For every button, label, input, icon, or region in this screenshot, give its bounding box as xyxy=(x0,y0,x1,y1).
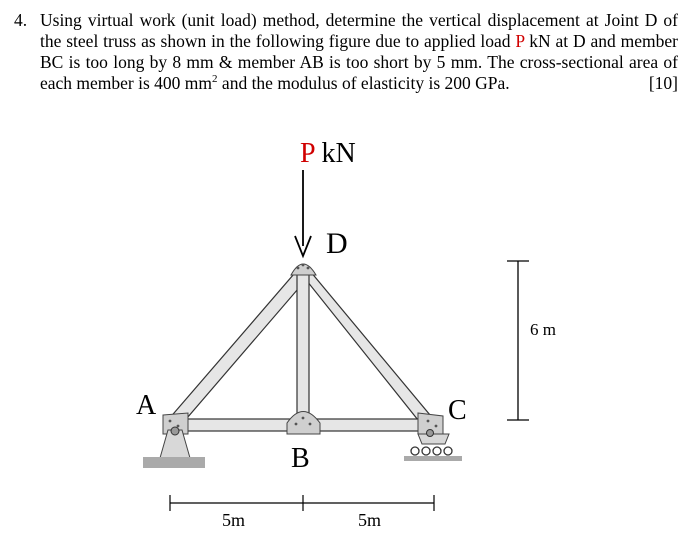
load-unit: kN xyxy=(314,138,356,169)
roller-support-c xyxy=(404,430,462,462)
question-text-part3: and the modulus of elasticity is 200 GPa. xyxy=(217,73,510,93)
question-number: 4. xyxy=(14,10,28,30)
joint-b-label: B xyxy=(291,443,310,474)
question-load-symbol: P xyxy=(515,31,525,51)
question-text-part1: Using virtual work (unit load) method, determine the vertical displacement at Joint D of the steel truss as shown in the following figure due to applied load xyxy=(40,10,678,51)
ground-c xyxy=(404,456,462,461)
roller-wheel-4 xyxy=(444,447,452,455)
question-marks: [10] xyxy=(648,73,678,93)
roller-wheel-1 xyxy=(411,447,419,455)
roller-wheel-3 xyxy=(433,447,441,455)
roller-wheel-2 xyxy=(422,447,430,455)
ground-a xyxy=(143,457,205,468)
member-db xyxy=(297,270,309,422)
span-right-label: 5m xyxy=(358,510,382,530)
question-text-part2: kN at D and member BC is too long by 8 mm & member AB is too short by 5 mm. The cross-sectional area of each member is 400 mm xyxy=(40,31,678,93)
gusset-b xyxy=(287,412,320,435)
member-dc xyxy=(299,271,435,425)
pin-support-a xyxy=(143,427,205,468)
joint-d-label: D xyxy=(326,227,348,260)
load-arrow xyxy=(295,170,311,256)
height-label: 6 m xyxy=(530,320,556,339)
joint-c-label: C xyxy=(448,395,467,426)
truss-members xyxy=(168,267,438,431)
area-exponent: 2 xyxy=(212,73,218,86)
span-dimension xyxy=(170,495,434,511)
load-symbol: P xyxy=(300,138,315,169)
height-dimension xyxy=(507,261,529,420)
joint-a-label: A xyxy=(136,390,157,421)
member-ad xyxy=(168,267,310,425)
load-label xyxy=(300,138,356,169)
span-left-label: 5m xyxy=(222,510,246,530)
